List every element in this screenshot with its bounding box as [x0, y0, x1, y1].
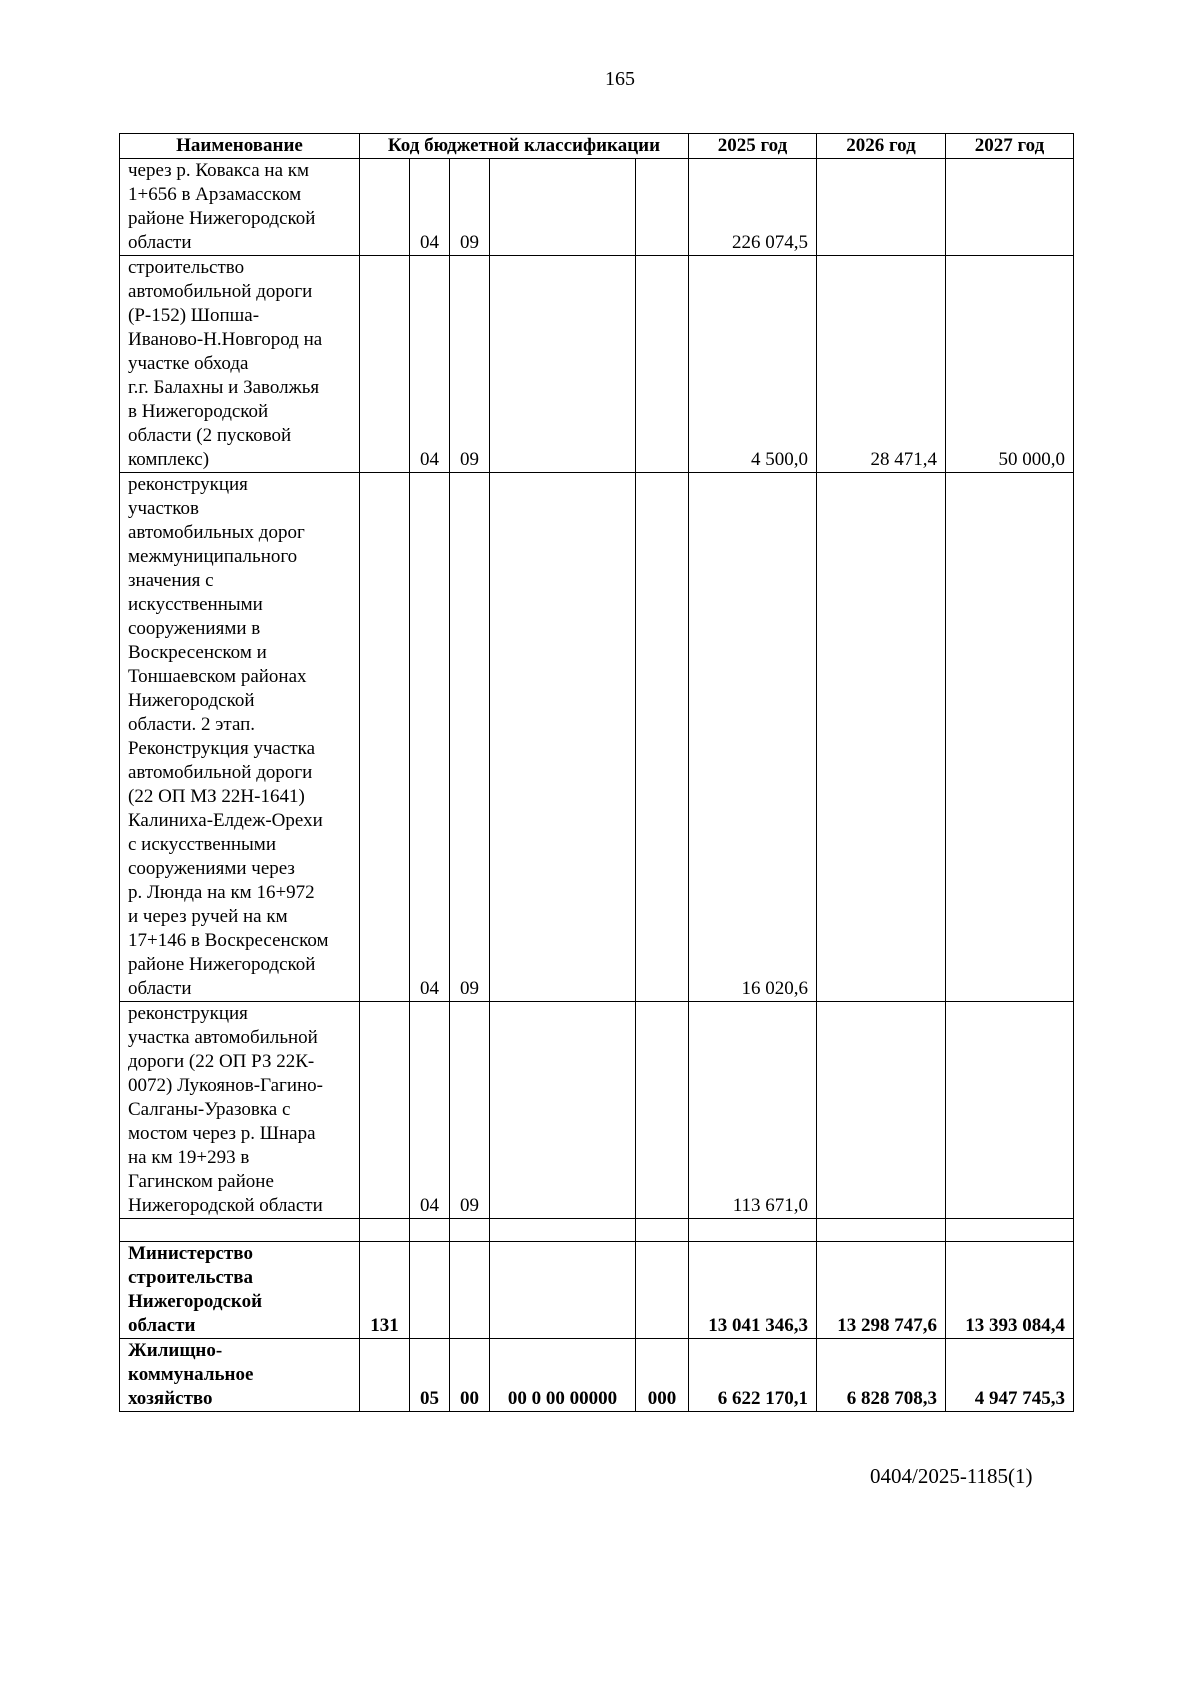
cell-name: Жилищно- коммунальное хозяйство — [120, 1339, 360, 1412]
cell-subsection: 09 — [450, 159, 490, 256]
cell-2027 — [946, 473, 1074, 1002]
cell-2026 — [817, 473, 946, 1002]
cell-subsection: 09 — [450, 1002, 490, 1219]
table-row — [120, 1242, 1074, 1339]
cell-expense-code — [636, 1242, 689, 1339]
cell-name: строительство автомобильной дороги (Р-152) Шопша- Иваново-Н.Новгород на участке обхода г.г. Балахны и Заволжья в Нижегородской области (2 пусковой комплекс) — [120, 256, 360, 473]
cell-target-code — [490, 1219, 636, 1242]
cell-name: реконструкция участков автомобильных дорог межмуниципального значения с искусственными сооружениями в Воскресенском и Тоншаевском районах Нижегородской области. 2 этап. Реконструкция участка автомобильной дороги (22 ОП МЗ 22Н-1641) Калиниха-Елдеж-Орехи с искусственными сооружениями через р. Люнда на км 16+972 и через ручей на км 17+146 в Воскресенском районе Нижегородской области — [120, 473, 360, 1002]
table-header-row — [120, 134, 1074, 159]
cell-2025: 4 500,0 — [689, 256, 817, 473]
header-2025: 2025 год — [689, 134, 817, 159]
document-id: 0404/2025-1185(1) — [870, 1464, 1033, 1488]
cell-name: реконструкция участка автомобильной дороги (22 ОП РЗ 22К- 0072) Лукоянов-Гагино- Салганы-Уразовка с мостом через р. Шнара на км 19+293 в Гагинском районе Нижегородской области — [120, 1002, 360, 1219]
header-2026: 2026 год — [817, 134, 946, 159]
cell-target-code: 00 0 00 00000 — [490, 1339, 636, 1412]
cell-expense-code: 000 — [636, 1339, 689, 1412]
cell-section: 04 — [410, 473, 450, 1002]
cell-2027 — [946, 159, 1074, 256]
table-body — [120, 159, 1074, 1412]
cell-subsection: 09 — [450, 256, 490, 473]
cell-expense-code — [636, 1002, 689, 1219]
cell-ministry-code — [360, 1219, 410, 1242]
cell-expense-code — [636, 473, 689, 1002]
cell-name: через р. Ковакса на км 1+656 в Арзамасском районе Нижегородской области — [120, 159, 360, 256]
cell-2025: 6 622 170,1 — [689, 1339, 817, 1412]
cell-2025: 16 020,6 — [689, 473, 817, 1002]
cell-name: Министерство строительства Нижегородской области — [120, 1242, 360, 1339]
cell-2026: 6 828 708,3 — [817, 1339, 946, 1412]
table-spacer-row — [120, 1219, 1074, 1242]
cell-2026: 28 471,4 — [817, 256, 946, 473]
cell-target-code — [490, 159, 636, 256]
cell-subsection — [450, 1242, 490, 1339]
cell-ministry-code — [360, 159, 410, 256]
cell-subsection — [450, 1219, 490, 1242]
cell-ministry-code: 131 — [360, 1242, 410, 1339]
header-2027: 2027 год — [946, 134, 1074, 159]
cell-subsection: 09 — [450, 473, 490, 1002]
cell-section: 04 — [410, 159, 450, 256]
cell-2026 — [817, 159, 946, 256]
cell-target-code — [490, 1242, 636, 1339]
header-name: Наименование — [120, 134, 360, 159]
cell-section: 04 — [410, 1002, 450, 1219]
cell-ministry-code — [360, 1002, 410, 1219]
table-row — [120, 256, 1074, 473]
cell-target-code — [490, 473, 636, 1002]
header-code: Код бюджетной классификации — [360, 134, 689, 159]
table-row — [120, 473, 1074, 1002]
cell-subsection: 00 — [450, 1339, 490, 1412]
cell-expense-code — [636, 1219, 689, 1242]
cell-section: 05 — [410, 1339, 450, 1412]
cell-2027: 4 947 745,3 — [946, 1339, 1074, 1412]
cell-2025: 226 074,5 — [689, 159, 817, 256]
cell-2025: 13 041 346,3 — [689, 1242, 817, 1339]
cell-name — [120, 1219, 360, 1242]
table-row — [120, 1002, 1074, 1219]
page-number: 165 — [605, 68, 635, 90]
cell-expense-code — [636, 256, 689, 473]
cell-section — [410, 1219, 450, 1242]
cell-2026: 13 298 747,6 — [817, 1242, 946, 1339]
cell-section: 04 — [410, 256, 450, 473]
cell-ministry-code — [360, 256, 410, 473]
cell-2026 — [817, 1219, 946, 1242]
cell-target-code — [490, 256, 636, 473]
cell-2027 — [946, 1002, 1074, 1219]
cell-expense-code — [636, 159, 689, 256]
cell-2027 — [946, 1219, 1074, 1242]
budget-table — [119, 133, 1074, 1412]
cell-2025 — [689, 1219, 817, 1242]
cell-target-code — [490, 1002, 636, 1219]
cell-2027: 50 000,0 — [946, 256, 1074, 473]
table-row — [120, 1339, 1074, 1412]
cell-2026 — [817, 1002, 946, 1219]
cell-ministry-code — [360, 473, 410, 1002]
cell-2027: 13 393 084,4 — [946, 1242, 1074, 1339]
cell-section — [410, 1242, 450, 1339]
cell-2025: 113 671,0 — [689, 1002, 817, 1219]
table-row — [120, 159, 1074, 256]
cell-ministry-code — [360, 1339, 410, 1412]
